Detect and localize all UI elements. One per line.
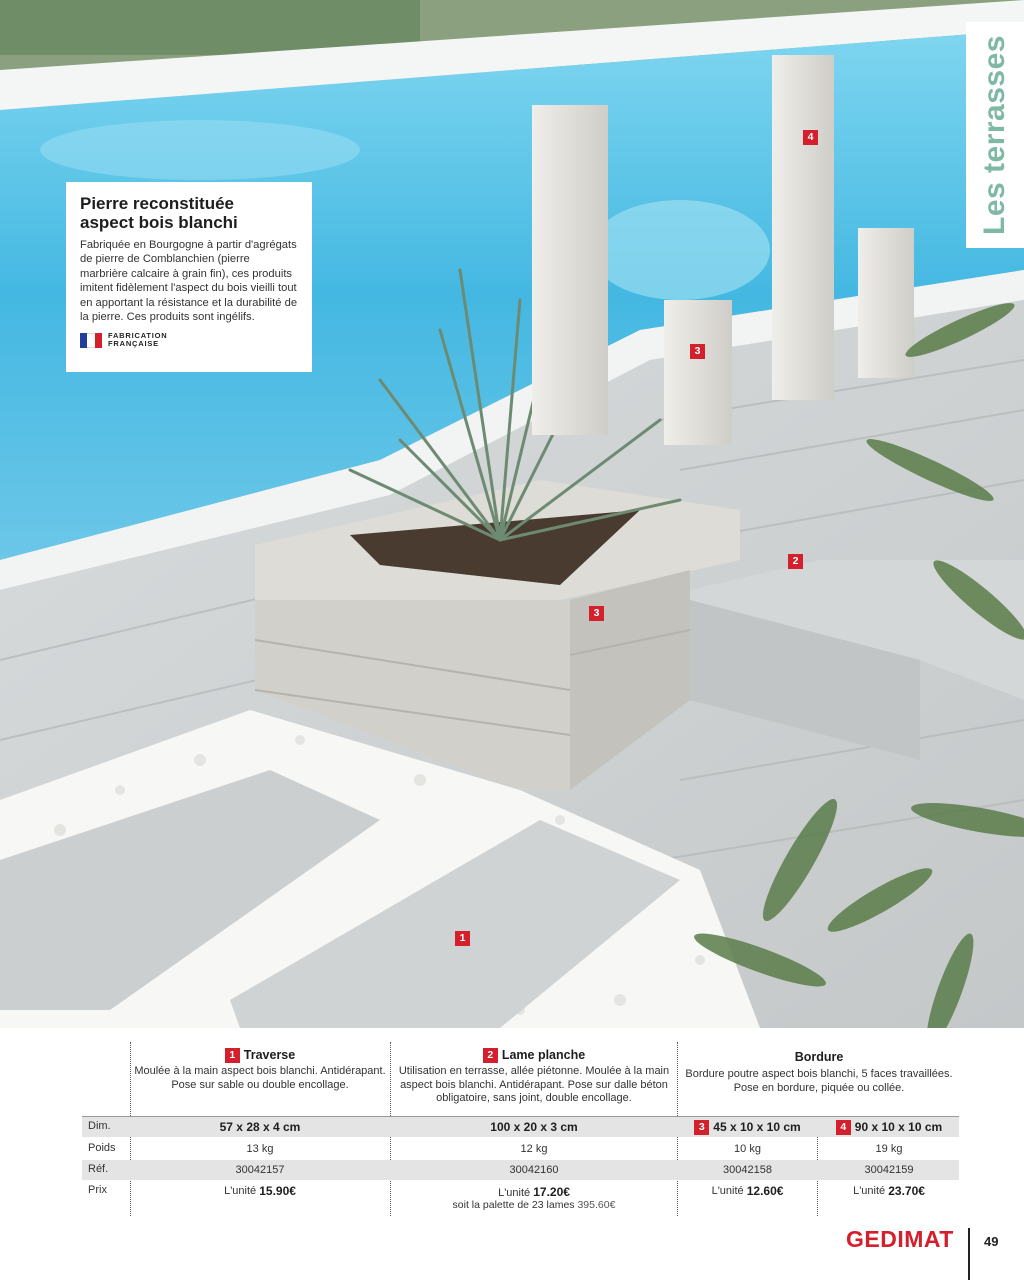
dim-cell xyxy=(392,1117,676,1137)
table-row-poids xyxy=(82,1139,959,1159)
column-description: Moulée à la main aspect bois blanchi. Antidérapant. Pose sur sable ou double encollage. xyxy=(134,1065,386,1091)
footer-divider xyxy=(968,1228,970,1280)
price-value: 17.20€ xyxy=(533,1185,570,1199)
item-number-badge: 2 xyxy=(483,1048,498,1063)
item-number-badge: 4 xyxy=(836,1120,851,1135)
ref-cell: 30042160 xyxy=(509,1164,559,1176)
column-header-traverse xyxy=(131,1045,389,1092)
photo-badge-3-planter: 3 xyxy=(589,606,604,621)
weight-cell: 12 kg xyxy=(520,1143,548,1155)
price-prefix: L'unité xyxy=(224,1185,257,1197)
column-description: Bordure poutre aspect bois blanchi, 5 faces travaillées. Pose en bordure, piquée ou collée. xyxy=(685,1068,953,1094)
weight-cell: 19 kg xyxy=(875,1143,903,1155)
ref-cell: 30042158 xyxy=(723,1164,772,1176)
palette-label: soit la palette de 23 lames xyxy=(452,1199,575,1211)
dim-cell xyxy=(819,1117,959,1137)
info-title-line2: aspect bois blanchi xyxy=(80,213,238,232)
palette-value: 395.60€ xyxy=(577,1199,616,1211)
made-in-text xyxy=(108,332,168,348)
gedimat-logo[interactable]: GEDIMAT xyxy=(846,1226,954,1252)
flag-stripe-red xyxy=(95,333,102,348)
photo-badge-1: 1 xyxy=(455,931,470,946)
photo-badge-4: 4 xyxy=(803,130,818,145)
row-label-prix: Prix xyxy=(88,1184,107,1196)
price-prefix: L'unité xyxy=(498,1187,531,1199)
item-number-badge: 1 xyxy=(225,1048,240,1063)
column-header-lame-planche xyxy=(392,1045,676,1106)
price-value: 23.70€ xyxy=(888,1184,925,1198)
flag-stripe-white xyxy=(87,333,94,348)
ref-cell: 30042157 xyxy=(235,1164,285,1176)
column-title-bordure xyxy=(795,1050,844,1064)
table-row-ref xyxy=(82,1160,959,1180)
dim-cell xyxy=(679,1117,816,1137)
row-label-dim: Dim. xyxy=(88,1120,111,1132)
palette-price xyxy=(453,1199,616,1211)
french-flag-icon xyxy=(80,333,102,348)
dim-cell xyxy=(131,1117,389,1137)
column-title-text: Lame planche xyxy=(501,1048,586,1062)
dim-value: 45 x 10 x 10 cm xyxy=(713,1120,801,1134)
column-title-traverse xyxy=(225,1048,295,1063)
column-title-lame-planche xyxy=(483,1048,585,1063)
weight-cell: 13 kg xyxy=(246,1143,274,1155)
photo-badge-3-post: 3 xyxy=(690,344,705,359)
table-row-dim xyxy=(82,1117,959,1137)
made-in-line1: FABRICATION xyxy=(108,331,168,341)
table-row-prix xyxy=(82,1181,959,1217)
price-cell xyxy=(679,1181,816,1201)
photo-badge-2: 2 xyxy=(788,554,803,569)
price-prefix: L'unité xyxy=(853,1185,886,1197)
price-line xyxy=(498,1185,570,1199)
column-description: Utilisation en terrasse, allée piétonne. Moulée à la main aspect bois blanchi. Antidérapant. Pose sur dalle béton obligatoire, sans joint, double encollage. xyxy=(398,1065,670,1104)
item-number-badge: 3 xyxy=(694,1120,709,1135)
dim-value: 90 x 10 x 10 cm xyxy=(854,1120,943,1134)
column-title-text: Bordure xyxy=(794,1050,844,1064)
row-label-poids: Poids xyxy=(88,1142,116,1154)
column-title-text: Traverse xyxy=(243,1048,296,1062)
made-in-france xyxy=(80,332,298,348)
info-title-line1: Pierre reconstituée xyxy=(80,194,235,213)
price-prefix: L'unité xyxy=(711,1185,744,1197)
price-cell xyxy=(131,1181,389,1201)
price-cell xyxy=(819,1181,959,1201)
column-header-bordure xyxy=(679,1048,959,1095)
made-in-line2: FRANÇAISE xyxy=(108,339,159,349)
flag-stripe-blue xyxy=(80,333,87,348)
section-tab-label: Les terrasses xyxy=(978,35,1012,235)
dim-value: 57 x 28 x 4 cm xyxy=(219,1120,301,1134)
product-info-box xyxy=(66,182,312,372)
weight-cell: 10 kg xyxy=(734,1143,761,1155)
info-description: Fabriquée en Bourgogne à partir d'agrégats de pierre de Comblanchien (pierre marbrière calcaire à grain fin), ces produits imitent fidèlement l'aspect du bois vieilli tout en apportant la résistance et la durabilité de la pierre. Ces produits sont ingélifs. xyxy=(80,239,298,324)
info-title xyxy=(80,194,298,232)
price-value: 12.60€ xyxy=(746,1184,784,1198)
ref-cell: 30042159 xyxy=(864,1164,914,1176)
section-tab[interactable] xyxy=(966,22,1024,248)
row-label-ref: Réf. xyxy=(88,1163,109,1175)
price-cell xyxy=(392,1181,676,1215)
page-number: 49 xyxy=(984,1234,999,1249)
price-value: 15.90€ xyxy=(259,1184,296,1198)
dim-value: 100 x 20 x 3 cm xyxy=(490,1120,578,1134)
